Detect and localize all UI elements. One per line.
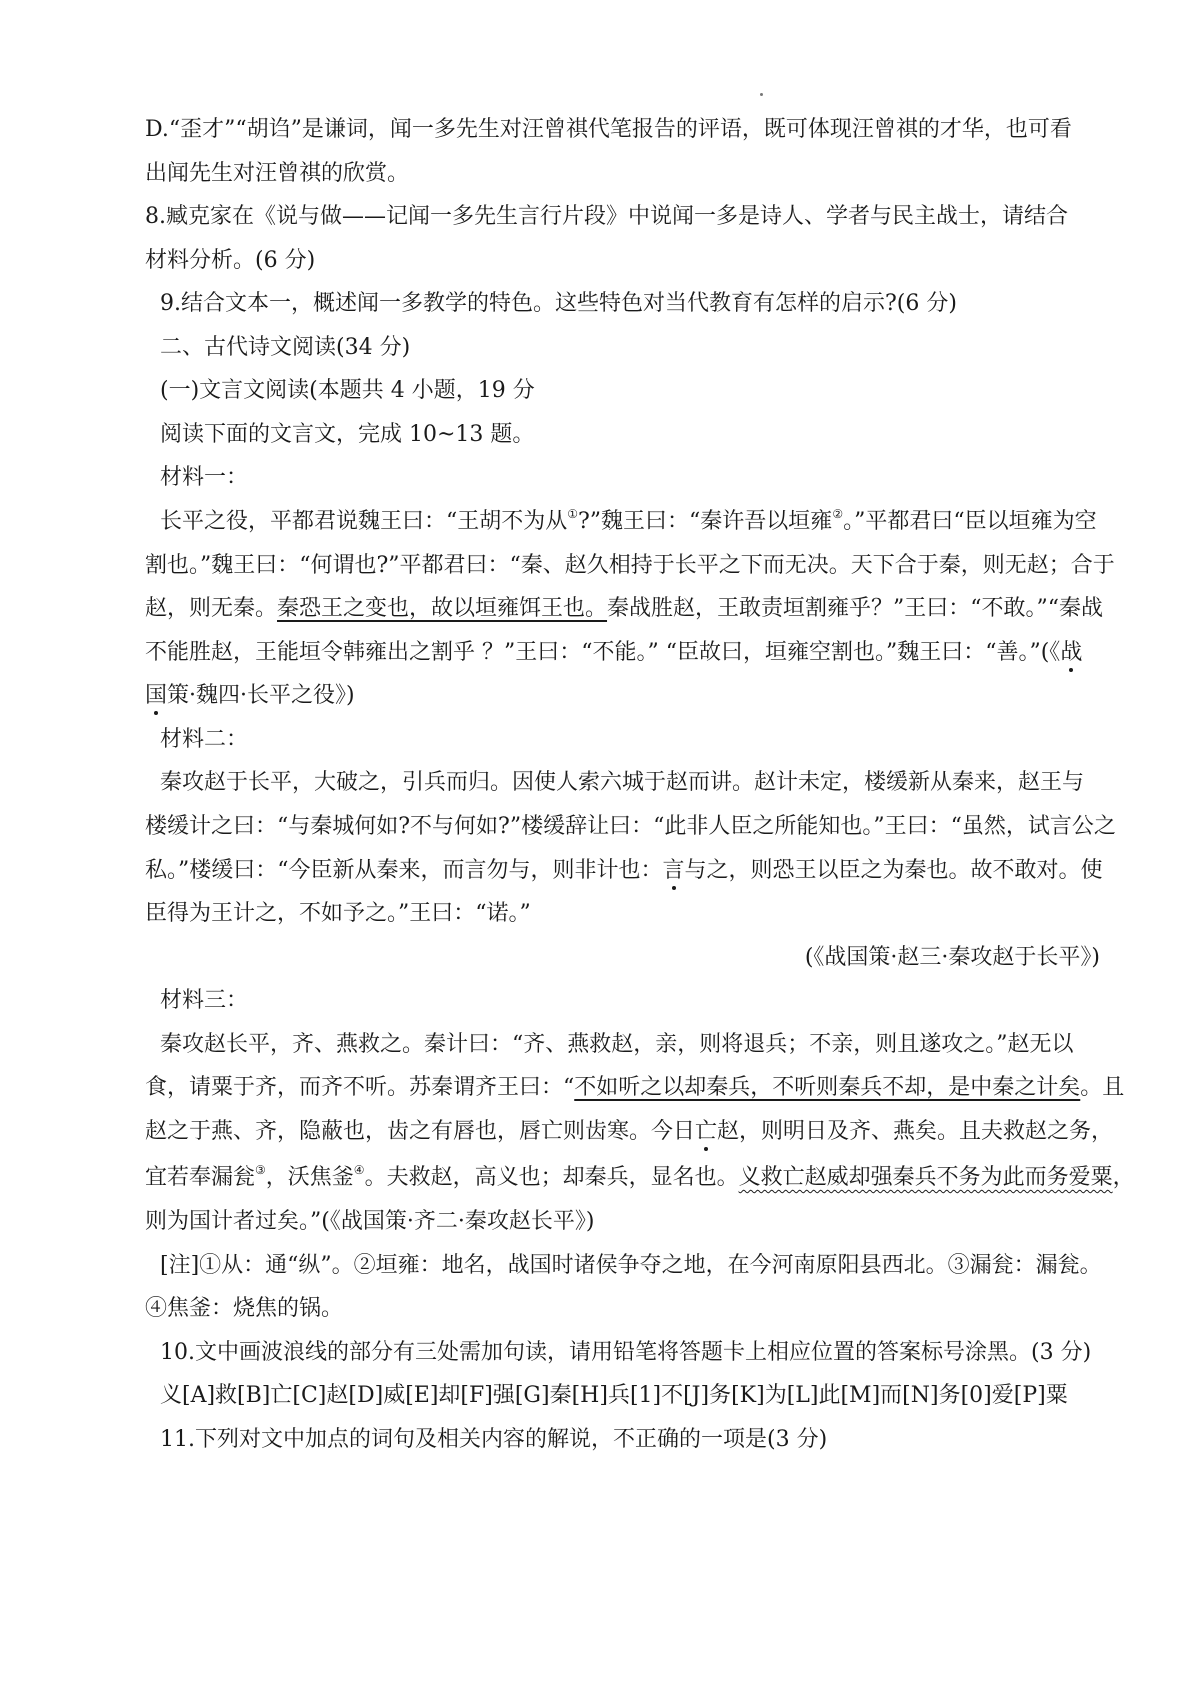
underlined-sentence: 秦恐王之变也，故以垣雍饵王也。 — [277, 596, 608, 621]
text-run: 。”平都君曰“臣以垣雍为空 — [843, 509, 1097, 534]
text-run: 长平之役，平都君说魏王曰：“王胡不为从 — [160, 509, 568, 534]
notes-line-1 — [160, 1252, 1120, 1280]
material-1-line-3 — [145, 595, 1105, 623]
material-2-line-1 — [160, 769, 1120, 797]
material-1-line-2 — [145, 552, 1115, 580]
material-1-line-5 — [145, 682, 1105, 710]
question-10-options — [160, 1382, 1120, 1410]
question-10 — [160, 1339, 1120, 1367]
answer-options-text: 义[A]救[B]亡[C]赵[D]威[E]却[F]强[G]秦[H]兵[1]不[J]务[K]为[L]此[M]而[N]务[0]爱[P]粟 — [160, 1383, 1068, 1408]
footnote-marker: ① — [567, 506, 579, 521]
material-1-line-4 — [145, 639, 1105, 667]
text-run: 割也。”魏王曰：“何谓也?”平都君曰：“秦、赵久相持于长平之下而无决。天下合于秦，则无赵；合于 — [145, 553, 1115, 578]
material-1-label-text: 材料一： — [160, 465, 249, 490]
section-heading-text: 二、古代诗文阅读(34 分) — [160, 335, 411, 360]
material-2-line-3 — [145, 857, 1105, 885]
text-run: 赵，则无秦。 — [145, 596, 278, 621]
question-8-cont-text: 材料分析。(6 分) — [145, 248, 316, 273]
section-heading — [160, 334, 1120, 362]
text-run: 与之，则恐王以臣之为秦也。故不敢对。使 — [684, 858, 1103, 883]
text-run: 赵之于燕、齐，隐蔽也，齿之有唇也，唇亡则齿寒。今日 — [145, 1119, 696, 1144]
option-d-cont-text: 出闻先生对汪曾祺的欣赏。 — [145, 161, 410, 186]
text-run: 楼缓计之曰：“与秦城何如?不与何如?”楼缓辞让曰：“此非人臣之所能知也。”王曰：“虽然，试言公之 — [145, 814, 1116, 839]
text-run: 秦攻赵长平，齐、燕救之。秦计曰：“齐、燕救赵，亲，则将退兵；不亲，则且遂攻之。”赵无以 — [160, 1032, 1074, 1057]
footnote-marker: ③ — [255, 1162, 266, 1177]
notes-line-2 — [145, 1295, 1105, 1323]
text-run: 。且 — [1080, 1075, 1125, 1100]
text-run: 不能胜赵，王能垣令韩雍出之割乎 ？”王曰：“不能。” “臣故曰，垣雍空割也。”魏王曰：“善。”(《 — [145, 640, 1061, 665]
material-3-line-2 — [145, 1074, 1125, 1102]
question-8-cont — [145, 247, 1105, 275]
option-d-cont — [145, 160, 1105, 188]
question-11-text: 11.下列对文中加点的词句及相关内容的解说，不正确的一项是(3 分) — [160, 1427, 828, 1452]
underlined-sentence: 不如听之以却秦兵，不听则秦兵不却，是中秦之计矣 — [574, 1075, 1081, 1100]
option-d-text: D.“歪才”“胡诌”是谦词，闻一多先生对汪曾祺代笔报告的评语，既可体现汪曾祺的才华，也可看 — [145, 117, 1072, 142]
subsection-heading-text: (一)文言文阅读(本题共 4 小题，19 分 — [160, 378, 535, 403]
dotted-char: 国 — [145, 683, 168, 708]
dotted-char: 言 — [662, 858, 685, 883]
material-2-label-text: 材料二： — [160, 727, 249, 752]
material-3-line-5 — [145, 1208, 1105, 1236]
text-run: ， — [1112, 1165, 1135, 1190]
text-run: 秦攻赵于长平，大破之，引兵而归。因使人索六城于赵而讲。赵计未定，楼缓新从秦来，赵王与 — [160, 770, 1085, 795]
question-9-text: 9.结合文本一，概述闻一多教学的特色。这些特色对当代教育有怎样的启示?(6 分) — [160, 291, 957, 316]
text-run: 私。”楼缓曰：“今臣新从秦来，而言勿与，则非计也： — [145, 858, 663, 883]
material-3-line-4 — [145, 1162, 1135, 1192]
scan-speck — [760, 93, 763, 96]
question-8-line — [145, 203, 1105, 231]
source-citation: (《战国策·赵三·秦攻赵于长平》) — [804, 945, 1100, 970]
material-3-label-text: 材料三： — [160, 988, 249, 1013]
material-1-line-1 — [160, 508, 1120, 536]
material-3-line-3 — [145, 1118, 1114, 1146]
text-run: ?”魏王曰：“秦许吾以垣雍 — [578, 509, 833, 534]
text-run: 臣得为王计之，不如予之。”王曰：“诺。” — [145, 901, 531, 926]
reading-instruction-text: 阅读下面的文言文，完成 10~13 题。 — [160, 422, 535, 447]
text-run: 则为国计者过矣。”(《战国策·齐二·秦攻赵长平》) — [145, 1209, 595, 1234]
text-run: 食，请粟于齐，而齐不听。苏秦谓齐王曰：“ — [145, 1075, 575, 1100]
reading-instruction — [160, 421, 1120, 449]
text-run: 宜若奉漏瓮 — [145, 1165, 256, 1190]
footnote-marker: ② — [832, 506, 844, 521]
wavy-underlined-sentence: 义救亡赵威却强秦兵不务为此而务爱粟 — [738, 1165, 1113, 1190]
text-run: ，沃焦釜 — [265, 1165, 354, 1190]
material-3-label — [160, 987, 1120, 1015]
material-3-line-1 — [160, 1031, 1120, 1059]
material-2-line-4 — [145, 900, 1105, 928]
text-run: 秦战胜赵，王敢责垣割雍乎？”王曰：“不敢。”“秦战 — [607, 596, 1104, 621]
notes-text: [注]①从：通“纵”。②垣雍：地名，战国时诸侯争夺之地，在今河南原阳县西北。③漏瓮：漏瓮。 — [160, 1253, 1102, 1278]
footnote-marker: ④ — [353, 1162, 365, 1177]
question-11 — [160, 1426, 1120, 1454]
question-8-text: 8.臧克家在《说与做——记闻一多先生言行片段》中说闻一多是诗人、学者与民主战士，请结合 — [145, 204, 1068, 229]
dotted-char: 亡 — [695, 1119, 718, 1144]
question-10-text: 10.文中画波浪线的部分有三处需加句读，请用铅笔将答题卡上相应位置的答案标号涂黑。(3 分) — [160, 1340, 1092, 1365]
material-2-source — [805, 944, 1100, 972]
material-1-label — [160, 464, 1120, 492]
material-2-line-2 — [145, 813, 1116, 841]
text-run: 。夫救赵，高义也；却秦兵，显名也。 — [364, 1165, 739, 1190]
material-2-label — [160, 726, 1120, 754]
text-run: 赵，则明日及齐、燕矣。且夫救赵之务， — [717, 1119, 1114, 1144]
subsection-heading — [160, 377, 1120, 405]
notes-text: ④焦釜：烧焦的锅。 — [145, 1296, 344, 1321]
source-citation: 策·魏四·长平之役》) — [167, 683, 355, 708]
question-9 — [160, 290, 1120, 318]
option-d-line — [145, 116, 1105, 144]
dotted-char: 战 — [1060, 640, 1083, 665]
